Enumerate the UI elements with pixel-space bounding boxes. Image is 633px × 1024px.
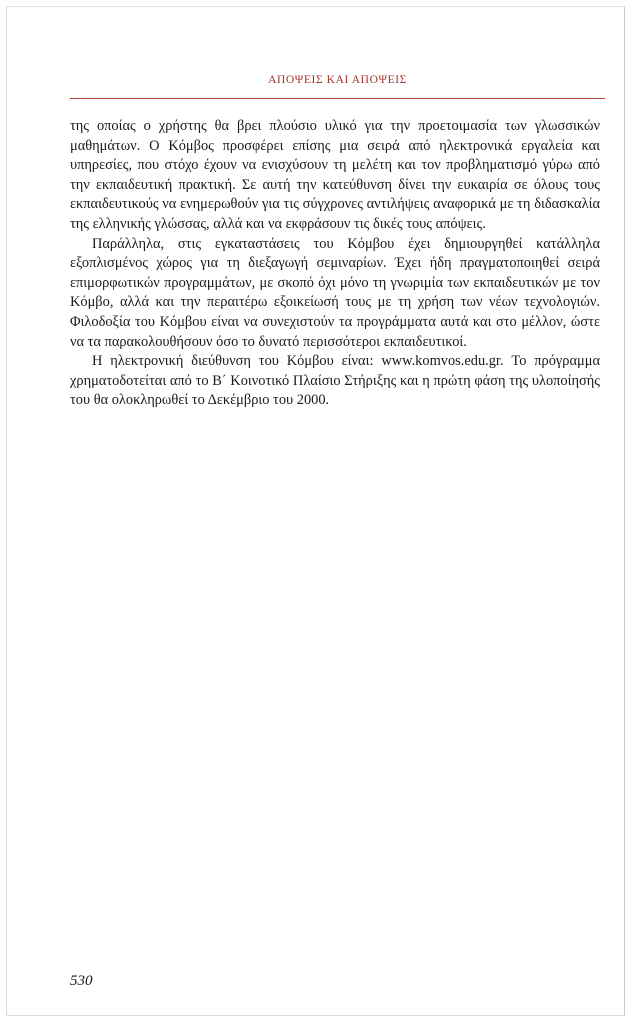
running-head: ΑΠΟΨΕΙΣ ΚΑΙ ΑΠΟΨΕΙΣ [268, 74, 407, 86]
header-rule [70, 98, 605, 99]
paragraph-3: Η ηλεκτρονική διεύθυνση του Κόμβου είναι: www.komvos.edu.gr. Το πρόγραμμα χρηματοδοτείται από το Β΄ Κοινοτικό Πλαίσιο Στήριξης και η πρώτη φάση της υλοποίησής του θα ολοκληρωθεί το Δεκέμβριο του 2000. [70, 353, 600, 409]
paragraph-2: Παράλληλα, στις εγκαταστάσεις του Κόμβου έχει δημιουργηθεί κατάλληλα εξοπλισμένος χώρος για τη διεξαγωγή σεμιναρίων. Έχει ήδη πραγματοποιηθεί σειρά επιμορφωτικών προγραμμάτων, με σκοπό όχι μόνο τη γνωριμία των εκπαιδευτικών με τον Κόμβο, αλλά και την περαιτέρω εξοικείωσή τους με τη χρήση των νέων τεχνολογιών. Φιλοδοξία του Κόμβου είναι να συνεχιστούν τα προγράμματα αυτά και στο μέλλον, ώστε να τα παρακολουθήσουν όσο το δυνατό περισσότεροι εκπαιδευτικοί. [70, 235, 600, 350]
paragraph-1: της οποίας ο χρήστης θα βρει πλούσιο υλικό για την προετοιμασία των γλωσσικών μαθημάτων. Ο Κόμβος προσφέρει επίσης μια σειρά από ηλεκτρονικά εργαλεία και υπηρεσίες, που στόχο έχουν να ενισχύσουν τη μελέτη και τον προβληματισμό γύρω από την εκπαιδευτική πρακτική. Σε αυτή την κατεύθυνση δίνει την ευκαιρία σε όλους τους εκπαιδευτικούς να ενημερωθούν για τις σύγχρονες αντιλήψεις αναφορικά με τη διδασκαλία της ελληνικής γλώσσας, αλλά και να εκφράσουν τις δικές τους απόψεις. [70, 118, 600, 232]
page-number: 530 [70, 973, 93, 989]
body-text [70, 117, 600, 411]
